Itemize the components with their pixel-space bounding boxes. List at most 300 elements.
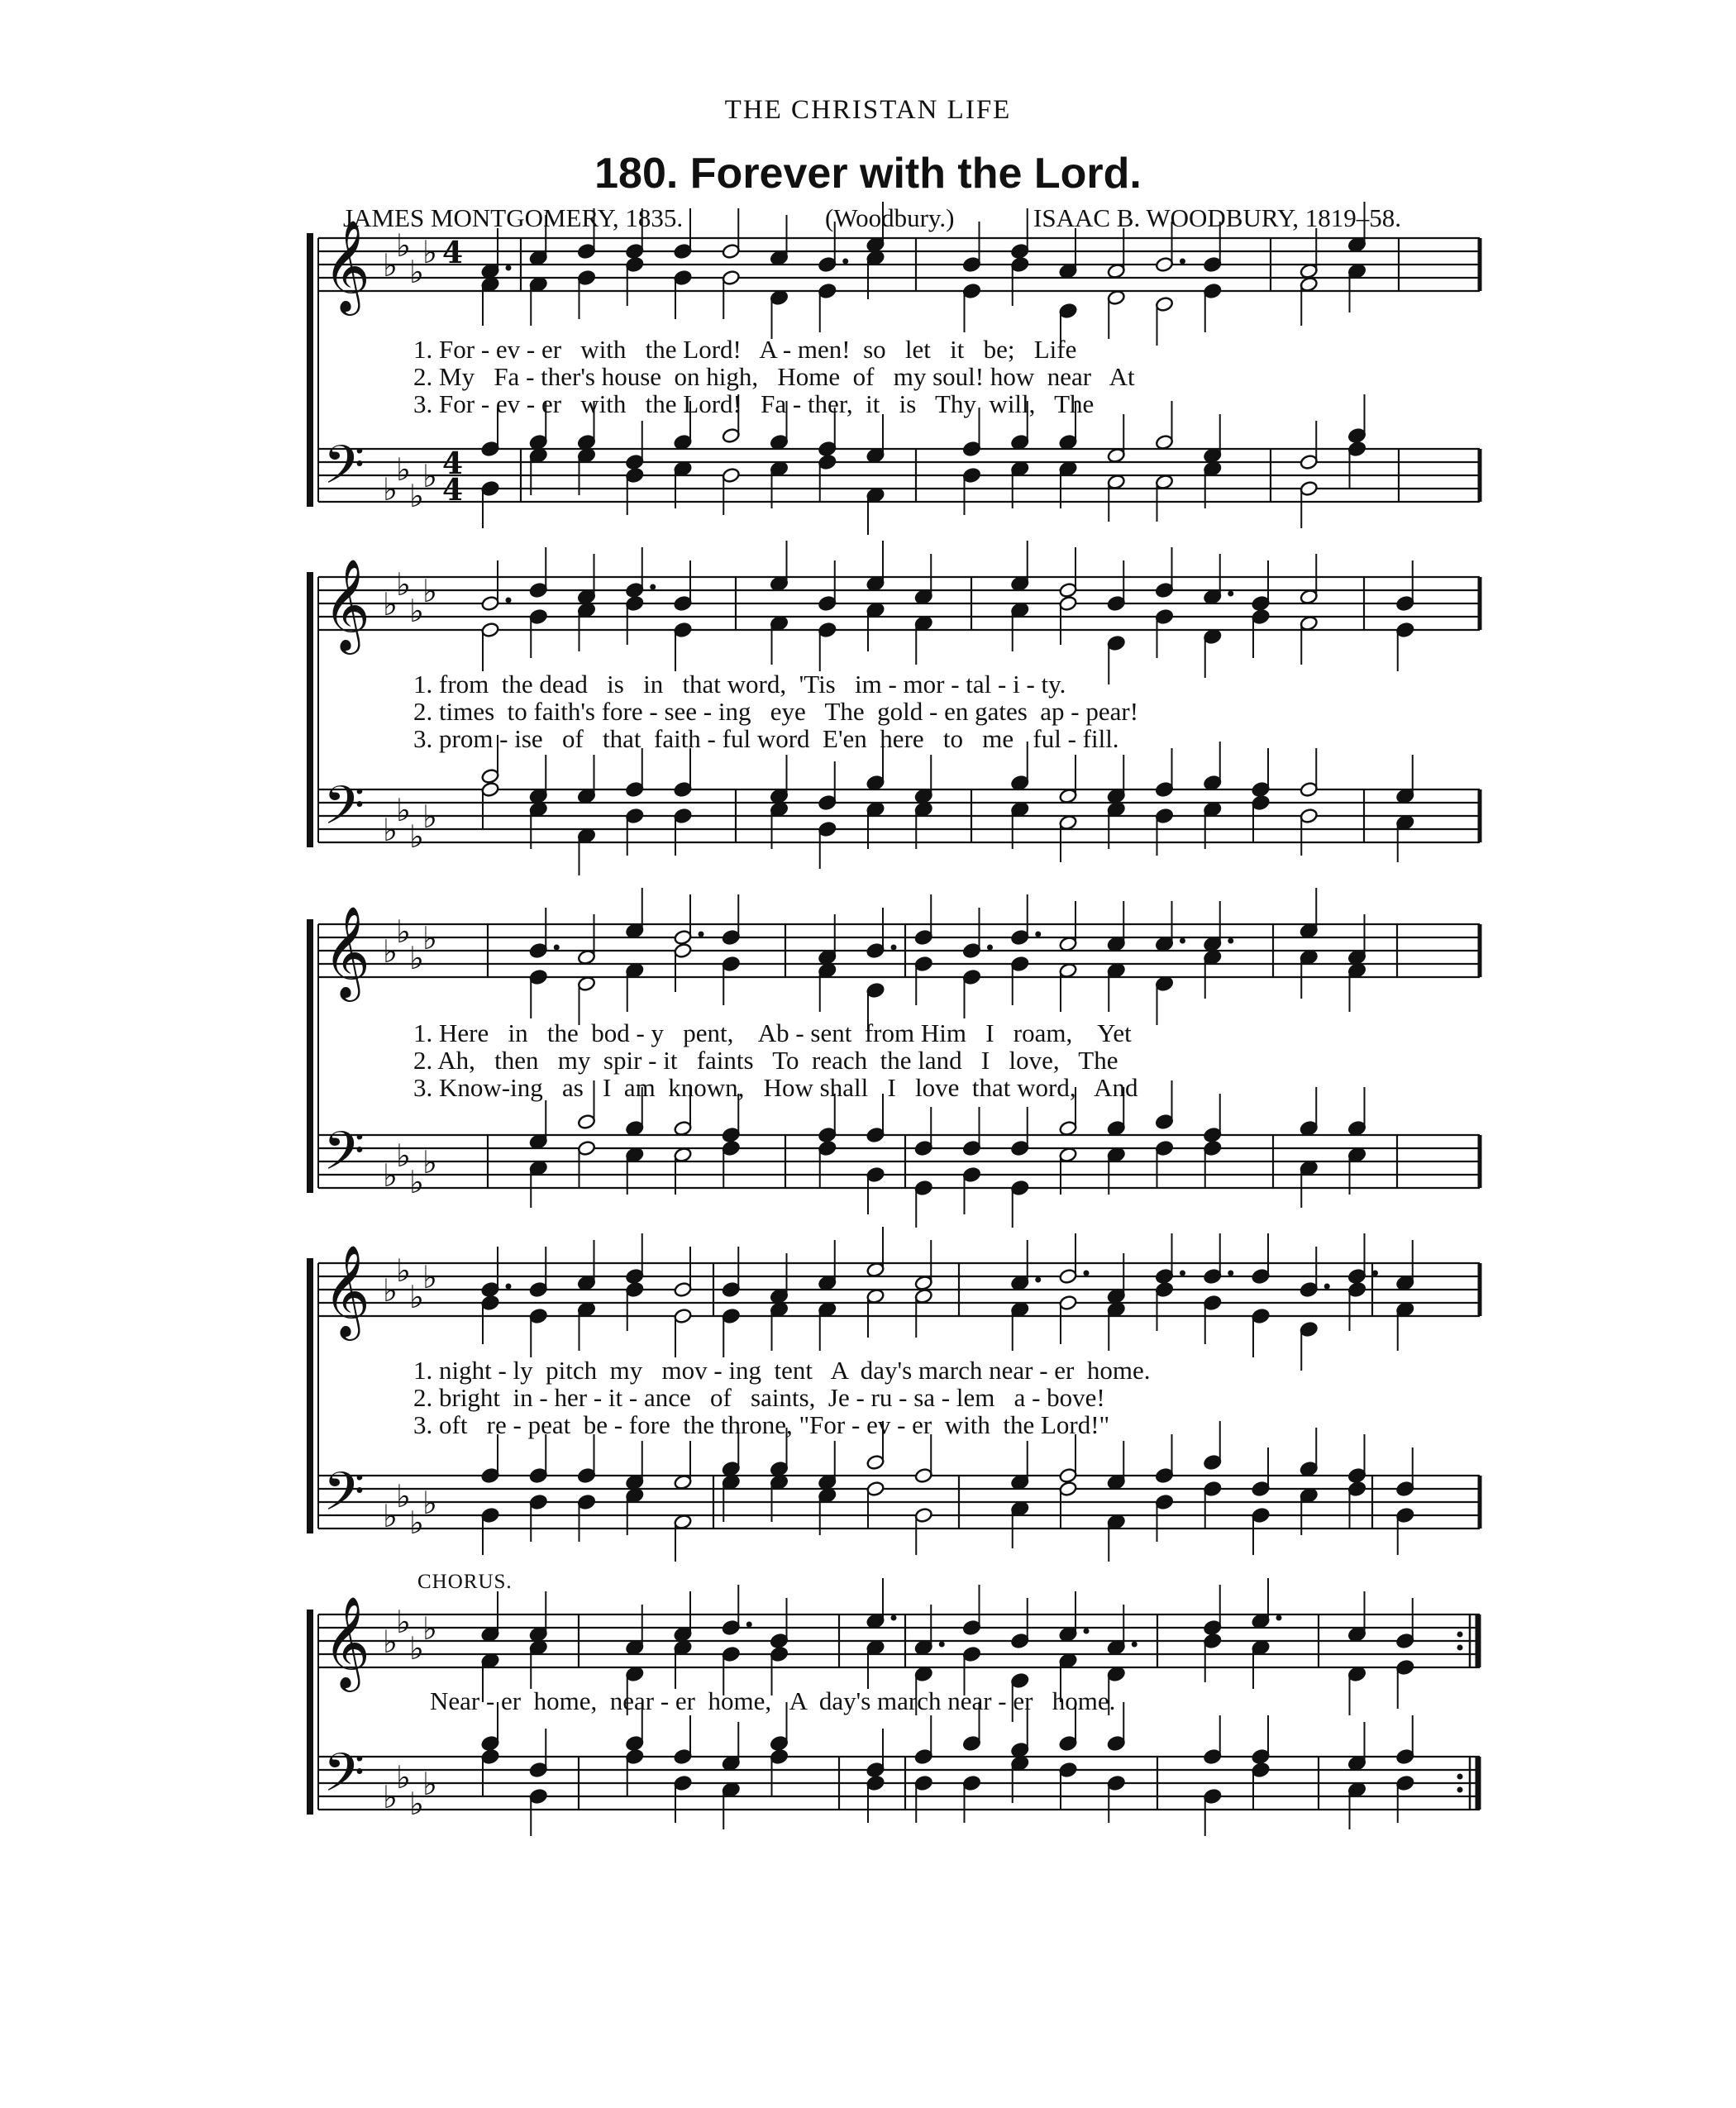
- note-head: [1347, 1666, 1366, 1682]
- note-head: [577, 788, 596, 804]
- note-head: [1155, 1114, 1174, 1130]
- dot: [842, 259, 848, 265]
- note-head: [866, 602, 885, 618]
- lyric-line: 3. prom - ise of that faith - ful word E'en here to me ful - fill.: [413, 724, 1119, 753]
- dot: [1324, 1284, 1330, 1290]
- note-head: [962, 1140, 981, 1157]
- note-head: [914, 1666, 933, 1682]
- note-head: [625, 923, 644, 939]
- note-head: [1395, 814, 1414, 831]
- note-head: [1059, 1295, 1078, 1311]
- note-head: [770, 460, 789, 477]
- flat-sign: ♭: [383, 1624, 398, 1660]
- note-head: [1203, 1481, 1222, 1497]
- dot: [891, 1615, 897, 1621]
- note-head: [914, 1639, 933, 1656]
- flat-sign: ♭: [383, 812, 398, 848]
- note-head: [962, 1735, 981, 1752]
- note-head: [1347, 962, 1366, 979]
- note-head: [914, 1180, 933, 1196]
- note-head: [529, 434, 548, 451]
- note-head: [1155, 936, 1174, 952]
- note-head: [914, 1507, 933, 1524]
- note-head: [914, 929, 933, 946]
- note-head: [818, 256, 837, 273]
- note-head: [577, 1494, 596, 1510]
- note-head: [866, 942, 885, 959]
- note-head: [625, 595, 644, 612]
- note-head: [1155, 975, 1174, 992]
- flat-sign: ♭: [409, 1164, 424, 1200]
- note-head: [1107, 1735, 1126, 1752]
- note-head: [722, 269, 741, 286]
- note-head: [1059, 303, 1078, 319]
- note-head: [1107, 1301, 1126, 1318]
- note-head: [914, 1748, 933, 1765]
- lyric-line: 2. Ah, then my spir - it faints To reach the land I love, The: [413, 1046, 1118, 1075]
- dot: [1180, 259, 1185, 265]
- note-head: [1010, 1140, 1029, 1157]
- note-head: [770, 1646, 789, 1662]
- note-head: [1252, 1507, 1271, 1524]
- time-signature: 4: [442, 446, 464, 481]
- flat-sign: ♭: [396, 1137, 411, 1174]
- note-head: [1107, 447, 1126, 464]
- note-head: [866, 1613, 885, 1629]
- treble-clef: 𝄞: [323, 558, 370, 651]
- note-head: [770, 575, 789, 592]
- note-head: [1059, 788, 1078, 804]
- note-head: [625, 1748, 644, 1765]
- note-head: [962, 1166, 981, 1183]
- note-head: [529, 582, 548, 599]
- note-head: [1010, 1500, 1029, 1517]
- flat-sign: ♭: [409, 1505, 424, 1541]
- note-head: [625, 808, 644, 824]
- note-head: [1107, 788, 1126, 804]
- note-head: [1107, 289, 1126, 306]
- note-head: [962, 1775, 981, 1791]
- note-head: [866, 1127, 885, 1143]
- note-head: [1155, 256, 1174, 273]
- flat-sign: ♭: [422, 1766, 437, 1802]
- note-head: [529, 1467, 548, 1484]
- note-head: [722, 1474, 741, 1490]
- lyric-line: 3. For - ev - er with the Lord! Fa - ther, it is Thy will, The: [413, 389, 1095, 418]
- note-head: [818, 821, 837, 837]
- note-head: [722, 956, 741, 972]
- note-head: [1395, 1481, 1414, 1497]
- dot: [699, 932, 704, 937]
- note-head: [674, 1514, 693, 1530]
- flat-sign: ♭: [409, 818, 424, 855]
- repeat-dot: [1457, 1632, 1463, 1638]
- note-head: [1010, 575, 1029, 592]
- flat-sign: ♭: [383, 1157, 398, 1194]
- note-head: [1300, 1461, 1319, 1477]
- note-head: [529, 942, 548, 959]
- note-head: [1203, 949, 1222, 966]
- note-head: [1059, 434, 1078, 451]
- note-head: [1395, 1633, 1414, 1649]
- note-head: [529, 801, 548, 818]
- note-head: [1059, 1762, 1078, 1778]
- note-head: [722, 1646, 741, 1662]
- note-head: [1252, 1748, 1271, 1765]
- flat-sign: ♭: [422, 1485, 437, 1521]
- note-head: [722, 1755, 741, 1772]
- note-head: [674, 1474, 693, 1490]
- note-head: [818, 1487, 837, 1504]
- note-head: [529, 1639, 548, 1656]
- note-head: [1252, 1762, 1271, 1778]
- note-head: [1010, 1180, 1029, 1196]
- note-head: [1203, 775, 1222, 791]
- note-head: [1107, 263, 1126, 279]
- music-credit: ISAAC B. WOODBURY, 1819–58.: [1033, 203, 1401, 232]
- dot: [506, 598, 512, 603]
- note-head: [722, 1781, 741, 1798]
- note-head: [914, 801, 933, 818]
- note-head: [577, 949, 596, 966]
- note-head: [818, 622, 837, 638]
- note-head: [1203, 1788, 1222, 1805]
- flat-sign: ♭: [409, 940, 424, 976]
- note-head: [818, 595, 837, 612]
- note-head: [962, 467, 981, 484]
- note-head: [1203, 1454, 1222, 1471]
- note-head: [1347, 1281, 1366, 1298]
- note-head: [866, 575, 885, 592]
- note-head: [1107, 1514, 1126, 1530]
- note-head: [481, 480, 500, 497]
- note-head: [625, 781, 644, 798]
- note-head: [1347, 263, 1366, 279]
- note-head: [866, 1288, 885, 1304]
- note-head: [674, 929, 693, 946]
- note-head: [1059, 1626, 1078, 1643]
- note-head: [529, 1494, 548, 1510]
- note-head: [1300, 454, 1319, 470]
- note-head: [674, 1748, 693, 1765]
- note-head: [1010, 243, 1029, 260]
- flat-sign: ♭: [409, 1786, 424, 1822]
- time-signature: 4: [442, 473, 464, 508]
- note-head: [1300, 781, 1319, 798]
- dot: [987, 945, 993, 951]
- bass-clef: 𝄢: [323, 435, 365, 509]
- note-head: [481, 595, 500, 612]
- note-head: [1059, 1467, 1078, 1484]
- note-head: [529, 1788, 548, 1805]
- note-head: [1155, 1140, 1174, 1157]
- note-head: [1300, 276, 1319, 293]
- note-head: [1155, 608, 1174, 625]
- note-head: [1059, 1481, 1078, 1497]
- dot: [1035, 1277, 1041, 1283]
- note-head: [577, 1275, 596, 1291]
- note-head: [1059, 460, 1078, 477]
- note-head: [1010, 434, 1029, 451]
- note-head: [1203, 1619, 1222, 1636]
- note-head: [962, 942, 981, 959]
- note-head: [674, 595, 693, 612]
- dot: [1276, 1615, 1282, 1621]
- note-head: [866, 1454, 885, 1471]
- flat-sign: ♭: [396, 792, 411, 828]
- lyric-line: 3. Know-ing as I am known, How shall I love that word, And: [413, 1073, 1138, 1102]
- note-head: [770, 250, 789, 266]
- note-head: [914, 788, 933, 804]
- lyric-line: 1. Here in the bod - y pent, Ab - sent from Him I roam, Yet: [413, 1018, 1132, 1047]
- dot: [746, 1622, 752, 1628]
- bass-clef: 𝄢: [323, 775, 365, 850]
- note-head: [674, 808, 693, 824]
- treble-clef: 𝄞: [323, 1595, 370, 1688]
- note-head: [481, 1626, 500, 1643]
- flat-sign: ♭: [409, 1630, 424, 1667]
- note-head: [674, 269, 693, 286]
- note-head: [770, 1461, 789, 1477]
- note-head: [529, 447, 548, 464]
- note-head: [722, 243, 741, 260]
- hymn-name: Forever with the Lord.: [689, 150, 1142, 198]
- note-head: [529, 250, 548, 266]
- repeat-dot: [1457, 1774, 1463, 1780]
- note-head: [866, 1261, 885, 1278]
- note-head: [1300, 808, 1319, 824]
- note-head: [866, 236, 885, 253]
- note-head: [625, 454, 644, 470]
- note-head: [481, 1735, 500, 1752]
- note-head: [577, 243, 596, 260]
- note-head: [1059, 1735, 1078, 1752]
- note-head: [818, 1474, 837, 1490]
- note-head: [481, 1295, 500, 1311]
- note-head: [1300, 615, 1319, 632]
- note-head: [1010, 1301, 1029, 1318]
- flat-sign: ♭: [422, 1144, 437, 1180]
- note-head: [674, 1626, 693, 1643]
- note-head: [818, 949, 837, 966]
- note-head: [914, 1467, 933, 1484]
- note-head: [577, 602, 596, 618]
- note-head: [962, 256, 981, 273]
- bass-clef: 𝄢: [323, 1121, 365, 1195]
- note-head: [962, 441, 981, 457]
- note-head: [866, 447, 885, 464]
- lyric-line: 1. from the dead is in that word, 'Tis im - mor - tal - i - ty.: [413, 670, 1066, 699]
- note-head: [1300, 949, 1319, 966]
- note-head: [1252, 1268, 1271, 1285]
- note-head: [1347, 236, 1366, 253]
- note-head: [866, 1166, 885, 1183]
- dot: [554, 945, 560, 951]
- note-head: [1252, 608, 1271, 625]
- note-head: [1203, 628, 1222, 645]
- note-head: [1059, 1120, 1078, 1137]
- note-head: [1300, 1160, 1319, 1176]
- note-head: [1395, 1659, 1414, 1676]
- note-head: [1059, 962, 1078, 979]
- note-head: [1107, 962, 1126, 979]
- note-head: [529, 969, 548, 985]
- note-head: [529, 1308, 548, 1324]
- note-head: [481, 276, 500, 293]
- note-head: [481, 768, 500, 785]
- note-head: [1203, 460, 1222, 477]
- flat-sign: ♭: [396, 1604, 411, 1640]
- bass-clef: 𝄢: [323, 1462, 365, 1536]
- note-head: [1010, 1633, 1029, 1649]
- note-head: [625, 1735, 644, 1752]
- note-head: [722, 1308, 741, 1324]
- flat-sign: ♭: [396, 913, 411, 950]
- flat-sign: ♭: [396, 1252, 411, 1289]
- flat-sign: ♭: [422, 799, 437, 835]
- note-head: [770, 434, 789, 451]
- note-head: [1300, 589, 1319, 605]
- treble-clef: 𝄞: [323, 1244, 370, 1337]
- note-head: [625, 582, 644, 599]
- note-head: [866, 1775, 885, 1791]
- note-head: [1300, 1487, 1319, 1504]
- flat-sign: ♭: [422, 1259, 437, 1295]
- note-head: [770, 1735, 789, 1752]
- note-head: [674, 942, 693, 959]
- flat-sign: ♭: [383, 471, 398, 508]
- note-head: [914, 1140, 933, 1157]
- section-title: THE CHRISTAN LIFE: [724, 95, 1012, 125]
- note-head: [577, 589, 596, 605]
- dot: [650, 584, 656, 590]
- note-head: [1107, 474, 1126, 490]
- note-head: [770, 1748, 789, 1765]
- note-head: [818, 1301, 837, 1318]
- note-head: [1107, 1666, 1126, 1682]
- dot: [1084, 1629, 1090, 1634]
- note-head: [674, 460, 693, 477]
- note-head: [481, 622, 500, 638]
- lyric-line: Near - er home, near - er home, A day's march near - er home.: [430, 1686, 1116, 1715]
- note-head: [770, 1301, 789, 1318]
- note-head: [1107, 635, 1126, 651]
- note-head: [1010, 775, 1029, 791]
- dot: [506, 265, 512, 271]
- note-head: [1203, 1140, 1222, 1157]
- note-head: [481, 441, 500, 457]
- note-head: [1107, 1147, 1126, 1163]
- note-head: [818, 1127, 837, 1143]
- note-head: [1155, 296, 1174, 312]
- flat-sign: ♭: [383, 247, 398, 284]
- note-head: [866, 250, 885, 266]
- note-head: [962, 1619, 981, 1636]
- note-head: [1059, 814, 1078, 831]
- note-head: [866, 801, 885, 818]
- lyric-line: 1. For - ev - er with the Lord! A - men! so let it be; Life: [413, 335, 1077, 364]
- note-head: [625, 1281, 644, 1298]
- lyric-line: 1. night - ly pitch my mov - ing tent A day's march near - er home.: [413, 1356, 1151, 1385]
- treble-clef: 𝄞: [323, 905, 370, 998]
- flat-sign: ♭: [422, 920, 437, 956]
- flat-sign: ♭: [422, 573, 437, 609]
- note-head: [818, 962, 837, 979]
- note-head: [818, 441, 837, 457]
- note-head: [625, 256, 644, 273]
- note-head: [866, 1481, 885, 1497]
- note-head: [1010, 1755, 1029, 1772]
- note-head: [962, 1646, 981, 1662]
- note-head: [1155, 1494, 1174, 1510]
- note-head: [625, 1487, 644, 1504]
- flat-sign: ♭: [409, 1279, 424, 1315]
- note-head: [1300, 1281, 1319, 1298]
- note-head: [818, 454, 837, 470]
- note-head: [1203, 447, 1222, 464]
- flat-sign: ♭: [383, 1272, 398, 1309]
- note-head: [962, 283, 981, 299]
- note-head: [1203, 1748, 1222, 1765]
- tune-name: (Woodbury.): [825, 203, 955, 232]
- flat-sign: ♭: [396, 451, 411, 488]
- note-head: [577, 827, 596, 844]
- flat-sign: ♭: [383, 1779, 398, 1815]
- note-head: [529, 1281, 548, 1298]
- flat-sign: ♭: [383, 933, 398, 970]
- note-head: [529, 1626, 548, 1643]
- note-head: [577, 1301, 596, 1318]
- note-head: [914, 1775, 933, 1791]
- note-head: [770, 615, 789, 632]
- note-head: [1347, 1467, 1366, 1484]
- note-head: [1252, 1613, 1271, 1629]
- note-head: [1107, 801, 1126, 818]
- note-head: [818, 283, 837, 299]
- note-head: [674, 1120, 693, 1137]
- note-head: [625, 1474, 644, 1490]
- note-head: [577, 1114, 596, 1130]
- dot: [939, 1642, 945, 1648]
- dot: [1132, 1642, 1137, 1648]
- note-head: [722, 467, 741, 484]
- hymn-number: 180.: [594, 150, 679, 198]
- note-head: [914, 1288, 933, 1304]
- note-head: [866, 1639, 885, 1656]
- note-head: [1347, 1268, 1366, 1285]
- note-head: [722, 427, 741, 444]
- note-head: [1155, 582, 1174, 599]
- note-head: [770, 1633, 789, 1649]
- note-head: [1010, 256, 1029, 273]
- flat-sign: ♭: [409, 254, 424, 290]
- chorus-label: CHORUS.: [417, 1571, 513, 1593]
- note-head: [529, 1160, 548, 1176]
- note-head: [722, 1461, 741, 1477]
- note-head: [914, 956, 933, 972]
- note-head: [577, 269, 596, 286]
- dot: [1084, 1271, 1090, 1276]
- note-head: [1347, 1481, 1366, 1497]
- dot: [1228, 938, 1233, 944]
- note-head: [818, 1275, 837, 1291]
- note-head: [1107, 1639, 1126, 1656]
- dot: [506, 1284, 512, 1290]
- note-head: [1010, 929, 1029, 946]
- note-head: [1203, 1268, 1222, 1285]
- note-head: [529, 608, 548, 625]
- dot: [1180, 938, 1185, 944]
